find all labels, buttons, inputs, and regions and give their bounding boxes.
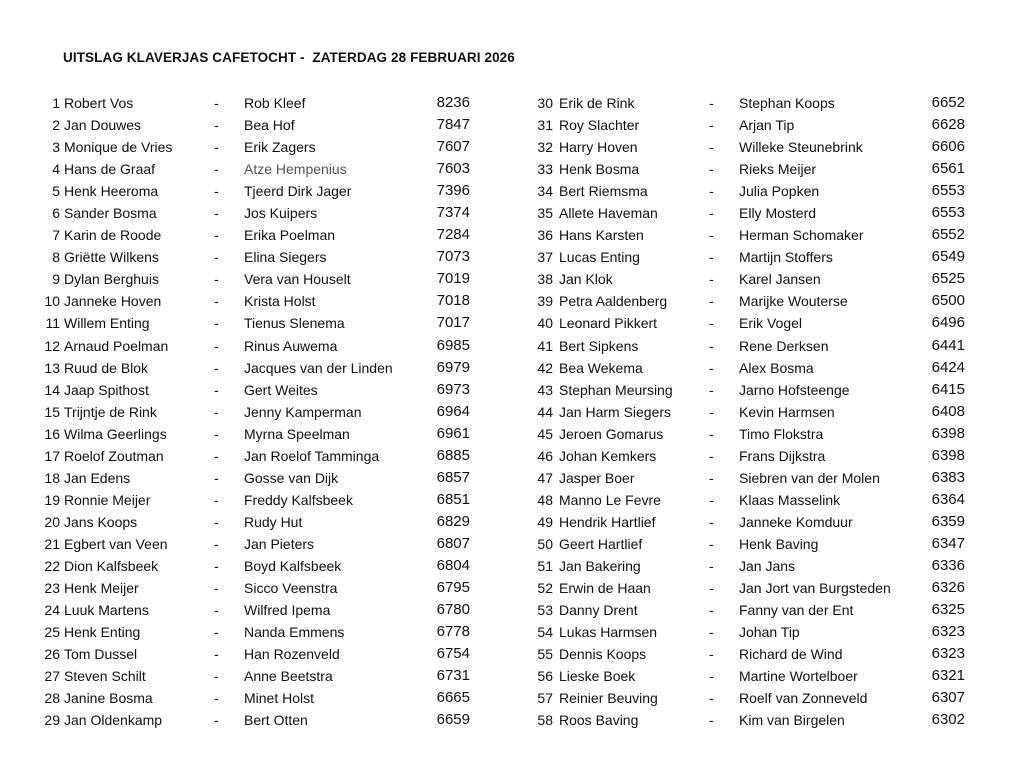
- score-value: 6336: [931, 556, 965, 574]
- pair-separator: -: [214, 646, 219, 663]
- score-value: 7603: [436, 160, 470, 178]
- score-value: 6359: [931, 512, 965, 530]
- score-value: 6302: [931, 711, 965, 729]
- pair-separator: -: [709, 271, 714, 288]
- player-two-name: Jan Roelof Tamminga: [244, 447, 380, 464]
- player-one-name: Harry Hoven: [559, 139, 638, 156]
- player-two-name: Rudy Hut: [244, 513, 303, 530]
- rank-number: 47: [537, 469, 553, 486]
- score-value: 7019: [436, 270, 470, 288]
- player-one-name: Dennis Koops: [559, 646, 647, 663]
- score-value: 6553: [931, 204, 965, 222]
- pair-separator: -: [709, 139, 714, 156]
- rank-number: 54: [537, 624, 553, 641]
- player-two-name: Janneke Komduur: [739, 513, 853, 530]
- pair-separator: -: [709, 117, 714, 134]
- player-two-name: Han Rozenveld: [244, 646, 340, 663]
- pair-separator: -: [214, 117, 219, 134]
- rank-number: 2: [52, 117, 60, 134]
- score-value: 6408: [931, 402, 965, 420]
- score-value: 6325: [931, 601, 965, 619]
- player-two-name: Bert Otten: [244, 712, 308, 729]
- rank-number: 35: [537, 205, 553, 222]
- pair-separator: -: [709, 513, 714, 530]
- player-two-name: Erik Zagers: [244, 139, 316, 156]
- pair-separator: -: [709, 381, 714, 398]
- score-value: 6731: [436, 667, 470, 685]
- player-two-name: Fanny van der Ent: [739, 602, 854, 619]
- player-one-name: Luuk Martens: [64, 602, 149, 619]
- player-one-name: Sander Bosma: [64, 205, 157, 222]
- player-two-name: Jacques van der Linden: [244, 359, 393, 376]
- player-two-name: Henk Baving: [739, 535, 819, 552]
- rank-number: 26: [44, 646, 60, 663]
- score-value: 6885: [436, 446, 470, 464]
- player-two-name: Sicco Veenstra: [244, 580, 338, 597]
- player-two-name: Krista Holst: [244, 293, 316, 310]
- player-one-name: Petra Aaldenberg: [559, 293, 668, 310]
- player-two-name: Julia Popken: [739, 183, 820, 200]
- rank-number: 34: [537, 183, 553, 200]
- player-two-name: Erika Poelman: [244, 227, 336, 244]
- pair-separator: -: [709, 469, 714, 486]
- player-two-name: Rene Derksen: [739, 337, 829, 354]
- pair-separator: -: [709, 602, 714, 619]
- rank-number: 9: [52, 271, 60, 288]
- player-two-name: Anne Beetstra: [244, 668, 333, 685]
- player-two-name: Jarno Hofsteenge: [739, 381, 850, 398]
- player-one-name: Hendrik Hartlief: [559, 513, 656, 530]
- rank-number: 56: [537, 668, 553, 685]
- player-two-name: Stephan Koops: [739, 95, 835, 111]
- rank-number: 53: [537, 602, 553, 619]
- pair-separator: -: [709, 447, 714, 464]
- score-value: 7396: [436, 182, 470, 200]
- player-one-name: Henk Enting: [64, 624, 141, 641]
- player-two-name: Gosse van Dijk: [244, 469, 339, 486]
- player-one-name: Jan Bakering: [559, 557, 641, 574]
- pair-separator: -: [214, 580, 219, 597]
- pair-separator: -: [709, 712, 714, 729]
- rank-number: 30: [537, 95, 553, 111]
- player-two-name: Gert Weites: [244, 381, 318, 398]
- player-two-name: Roelf van Zonneveld: [739, 690, 868, 707]
- score-value: 6441: [931, 336, 965, 354]
- rank-number: 58: [537, 712, 553, 729]
- player-two-name: Erik Vogel: [739, 315, 803, 332]
- player-two-name: Atze Hempenius: [244, 161, 347, 178]
- player-one-name: Arnaud Poelman: [64, 337, 169, 354]
- player-two-name: Alex Bosma: [739, 359, 814, 376]
- player-two-name: Vera van Houselt: [244, 271, 351, 288]
- score-value: 6606: [931, 138, 965, 156]
- player-one-name: Erwin de Haan: [559, 580, 651, 597]
- player-one-name: Roos Baving: [559, 712, 639, 729]
- rank-number: 1: [52, 95, 60, 111]
- player-one-name: Dion Kalfsbeek: [64, 557, 159, 574]
- pair-separator: -: [214, 469, 219, 486]
- rank-number: 57: [537, 690, 553, 707]
- score-value: 6398: [931, 424, 965, 442]
- player-one-name: Henk Bosma: [559, 161, 640, 178]
- rank-number: 43: [537, 381, 553, 398]
- pair-separator: -: [709, 580, 714, 597]
- pair-separator: -: [709, 161, 714, 178]
- rank-number: 46: [537, 447, 553, 464]
- score-value: 6525: [931, 270, 965, 288]
- pair-separator: -: [709, 491, 714, 508]
- pair-separator: -: [709, 690, 714, 707]
- score-value: 6561: [931, 160, 965, 178]
- rank-number: 25: [44, 624, 60, 641]
- pair-separator: -: [214, 624, 219, 641]
- pair-separator: -: [214, 447, 219, 464]
- rank-number: 44: [537, 403, 553, 420]
- pair-separator: -: [709, 337, 714, 354]
- score-value: 6323: [931, 645, 965, 663]
- pair-separator: -: [709, 535, 714, 552]
- player-one-name: Ronnie Meijer: [64, 491, 151, 508]
- pair-separator: -: [709, 249, 714, 266]
- pair-separator: -: [214, 602, 219, 619]
- score-value: 6424: [931, 358, 965, 376]
- pair-separator: -: [214, 491, 219, 508]
- score-value: 6795: [436, 579, 470, 597]
- player-one-name: Monique de Vries: [64, 139, 173, 156]
- score-value: 7284: [436, 226, 470, 244]
- player-one-name: Henk Meijer: [64, 580, 139, 597]
- rank-number: 11: [45, 315, 60, 332]
- player-two-name: Freddy Kalfsbeek: [244, 491, 353, 508]
- player-one-name: Leonard Pikkert: [559, 315, 658, 332]
- player-one-name: Roy Slachter: [559, 117, 640, 134]
- player-one-name: Bert Riemsma: [559, 183, 648, 200]
- rank-number: 27: [44, 668, 60, 685]
- player-two-name: Willeke Steunebrink: [739, 139, 863, 156]
- score-value: 6383: [931, 468, 965, 486]
- player-two-name: Minet Holst: [244, 690, 315, 707]
- player-two-name: Arjan Tip: [739, 117, 795, 134]
- pair-separator: -: [214, 381, 219, 398]
- player-one-name: Jan Klok: [559, 271, 613, 288]
- pair-separator: -: [214, 337, 219, 354]
- pair-separator: -: [709, 668, 714, 685]
- player-two-name: Frans Dijkstra: [739, 447, 826, 464]
- player-two-name: Myrna Speelman: [244, 425, 350, 442]
- player-two-name: Jan Jans: [739, 557, 796, 574]
- score-value: 7017: [436, 314, 470, 332]
- player-one-name: Geert Hartlief: [559, 535, 643, 552]
- rank-number: 38: [537, 271, 553, 288]
- pair-separator: -: [709, 646, 714, 663]
- pair-separator: -: [214, 205, 219, 222]
- player-two-name: Martine Wortelboer: [739, 668, 858, 685]
- player-two-name: Boyd Kalfsbeek: [244, 557, 342, 574]
- player-two-name: Nanda Emmens: [244, 624, 345, 641]
- rank-number: 32: [537, 139, 553, 156]
- score-value: 6979: [436, 358, 470, 376]
- rank-number: 37: [537, 249, 553, 266]
- player-one-name: Jan Edens: [64, 469, 131, 486]
- player-one-name: Jan Oldenkamp: [64, 712, 163, 729]
- player-two-name: Elina Siegers: [244, 249, 327, 266]
- pair-separator: -: [214, 183, 219, 200]
- player-one-name: Lucas Enting: [559, 249, 640, 266]
- player-two-name: Rinus Auwema: [244, 337, 338, 354]
- player-one-name: Trijntje de Rink: [64, 403, 157, 420]
- pair-separator: -: [214, 668, 219, 685]
- player-two-name: Marijke Wouterse: [739, 293, 848, 310]
- player-one-name: Jan Harm Siegers: [559, 403, 672, 420]
- player-two-name: Johan Tip: [739, 624, 800, 641]
- rank-number: 39: [537, 293, 553, 310]
- score-value: 6553: [931, 182, 965, 200]
- rank-number: 55: [537, 646, 553, 663]
- score-value: 6973: [436, 380, 470, 398]
- score-value: 6549: [931, 248, 965, 266]
- score-value: 6500: [931, 292, 965, 310]
- player-one-name: Henk Heeroma: [64, 183, 159, 200]
- player-one-name: Lieske Boek: [559, 668, 636, 685]
- player-two-name: Martijn Stoffers: [739, 249, 833, 266]
- rank-number: 13: [44, 359, 60, 376]
- rank-number: 31: [537, 117, 553, 134]
- player-two-name: Richard de Wind: [739, 646, 843, 663]
- player-one-name: Hans Karsten: [559, 227, 644, 244]
- rank-number: 4: [52, 161, 60, 178]
- pair-separator: -: [214, 161, 219, 178]
- score-value: 6964: [436, 402, 470, 420]
- player-two-name: Klaas Masselink: [739, 491, 841, 508]
- rank-number: 28: [44, 690, 60, 707]
- document-title: UITSLAG KLAVERJAS CAFETOCHT - ZATERDAG 28 FEBRUARI 2026: [63, 50, 515, 65]
- player-one-name: Allete Haveman: [559, 205, 658, 222]
- score-value: 6804: [436, 556, 470, 574]
- player-one-name: Egbert van Veen: [64, 535, 168, 552]
- player-one-name: Janine Bosma: [64, 690, 153, 707]
- rank-number: 41: [537, 337, 553, 354]
- player-two-name: Elly Mosterd: [739, 205, 817, 222]
- pair-separator: -: [709, 557, 714, 574]
- player-one-name: Tom Dussel: [64, 646, 138, 663]
- rank-number: 51: [537, 557, 553, 574]
- player-one-name: Danny Drent: [559, 602, 638, 619]
- rank-number: 45: [537, 425, 553, 442]
- pair-separator: -: [709, 315, 714, 332]
- pair-separator: -: [709, 425, 714, 442]
- pair-separator: -: [214, 227, 219, 244]
- player-two-name: Jan Jort van Burgsteden: [739, 580, 891, 597]
- player-one-name: Bert Sipkens: [559, 337, 639, 354]
- player-one-name: Ruud de Blok: [64, 359, 149, 376]
- score-value: 7607: [436, 138, 470, 156]
- player-one-name: Jasper Boer: [559, 469, 635, 486]
- score-value: 6323: [931, 623, 965, 641]
- pair-separator: -: [214, 403, 219, 420]
- player-two-name: Timo Flokstra: [739, 425, 824, 442]
- rank-number: 52: [537, 580, 553, 597]
- rank-number: 5: [52, 183, 60, 200]
- pair-separator: -: [709, 227, 714, 244]
- player-two-name: Wilfred Ipema: [244, 602, 331, 619]
- score-value: 6778: [436, 623, 470, 641]
- pair-separator: -: [709, 293, 714, 310]
- rank-number: 42: [537, 359, 553, 376]
- pair-separator: -: [214, 139, 219, 156]
- score-value: 6780: [436, 601, 470, 619]
- pair-separator: -: [214, 425, 219, 442]
- rank-number: 23: [44, 580, 60, 597]
- player-two-name: Rob Kleef: [244, 95, 306, 111]
- score-value: 6961: [436, 424, 470, 442]
- score-value: 7018: [436, 292, 470, 310]
- score-value: 6321: [931, 667, 965, 685]
- score-value: 8236: [436, 94, 470, 111]
- player-two-name: Jan Pieters: [244, 535, 315, 552]
- player-one-name: Wilma Geerlings: [64, 425, 167, 442]
- player-two-name: Tienus Slenema: [244, 315, 345, 332]
- rank-number: 16: [44, 425, 60, 442]
- rank-number: 29: [44, 712, 60, 729]
- player-two-name: Karel Jansen: [739, 271, 821, 288]
- rank-number: 49: [537, 513, 553, 530]
- pair-separator: -: [214, 535, 219, 552]
- player-two-name: Kevin Harmsen: [739, 403, 835, 420]
- pair-separator: -: [709, 403, 714, 420]
- rank-number: 7: [52, 227, 60, 244]
- pair-separator: -: [214, 690, 219, 707]
- pair-separator: -: [709, 359, 714, 376]
- player-one-name: Stephan Meursing: [559, 381, 673, 398]
- rank-number: 50: [537, 535, 553, 552]
- pair-separator: -: [709, 205, 714, 222]
- score-value: 6628: [931, 116, 965, 134]
- rank-number: 6: [52, 205, 60, 222]
- pair-separator: -: [214, 315, 219, 332]
- score-value: 6829: [436, 512, 470, 530]
- score-value: 7847: [436, 116, 470, 134]
- rank-number: 8: [52, 249, 60, 266]
- pair-separator: -: [709, 624, 714, 641]
- score-value: 6985: [436, 336, 470, 354]
- pair-separator: -: [214, 712, 219, 729]
- score-value: 6364: [931, 490, 965, 508]
- player-two-name: Jos Kuipers: [244, 205, 318, 222]
- player-one-name: Jaap Spithost: [64, 381, 149, 398]
- player-one-name: Griëtte Wilkens: [64, 249, 159, 266]
- rank-number: 17: [44, 447, 60, 464]
- rank-number: 19: [44, 491, 60, 508]
- score-value: 6659: [436, 711, 470, 729]
- score-value: 6665: [436, 689, 470, 707]
- score-value: 6398: [931, 446, 965, 464]
- score-value: 6754: [436, 645, 470, 663]
- score-value: 6347: [931, 534, 965, 552]
- score-value: 6307: [931, 689, 965, 707]
- player-one-name: Jan Douwes: [64, 117, 142, 134]
- player-one-name: Bea Wekema: [559, 359, 643, 376]
- score-value: 6857: [436, 468, 470, 486]
- rank-number: 18: [44, 469, 60, 486]
- pair-separator: -: [214, 557, 219, 574]
- player-two-name: Jenny Kamperman: [244, 403, 362, 420]
- player-one-name: Willem Enting: [64, 315, 150, 332]
- player-two-name: Herman Schomaker: [739, 227, 864, 244]
- player-one-name: Steven Schilt: [64, 668, 146, 685]
- player-one-name: Manno Le Fevre: [559, 491, 661, 508]
- player-one-name: Johan Kemkers: [559, 447, 657, 464]
- score-value: 6807: [436, 534, 470, 552]
- score-value: 6496: [931, 314, 965, 332]
- player-one-name: Jans Koops: [64, 513, 138, 530]
- pair-separator: -: [214, 271, 219, 288]
- player-one-name: Karin de Roode: [64, 227, 162, 244]
- player-one-name: Janneke Hoven: [64, 293, 162, 310]
- player-one-name: Lukas Harmsen: [559, 624, 658, 641]
- score-value: 7374: [436, 204, 470, 222]
- rank-number: 21: [44, 535, 60, 552]
- rank-number: 33: [537, 161, 553, 178]
- pair-separator: -: [214, 513, 219, 530]
- player-one-name: Reinier Beuving: [559, 690, 658, 707]
- rank-number: 36: [537, 227, 553, 244]
- rank-number: 40: [537, 315, 553, 332]
- rank-number: 22: [44, 557, 60, 574]
- player-one-name: Robert Vos: [64, 95, 134, 111]
- score-value: 6652: [931, 94, 965, 111]
- player-one-name: Erik de Rink: [559, 95, 635, 111]
- rank-number: 3: [52, 139, 60, 156]
- player-two-name: Rieks Meijer: [739, 161, 817, 178]
- pair-separator: -: [709, 95, 714, 111]
- score-value: 6415: [931, 380, 965, 398]
- score-value: 7073: [436, 248, 470, 266]
- pair-separator: -: [214, 293, 219, 310]
- rank-number: 48: [537, 491, 553, 508]
- pair-separator: -: [709, 183, 714, 200]
- score-value: 6326: [931, 579, 965, 597]
- rank-number: 20: [44, 513, 60, 530]
- score-value: 6552: [931, 226, 965, 244]
- pair-separator: -: [214, 359, 219, 376]
- player-one-name: Roelof Zoutman: [64, 447, 164, 464]
- player-one-name: Dylan Berghuis: [64, 271, 159, 288]
- rank-number: 10: [44, 293, 60, 310]
- player-two-name: Kim van Birgelen: [739, 712, 845, 729]
- player-one-name: Hans de Graaf: [64, 161, 156, 178]
- pair-separator: -: [214, 249, 219, 266]
- rank-number: 24: [44, 602, 60, 619]
- player-two-name: Bea Hof: [244, 117, 295, 134]
- player-one-name: Jeroen Gomarus: [559, 425, 664, 442]
- player-two-name: Siebren van der Molen: [739, 469, 880, 486]
- rank-number: 15: [44, 403, 60, 420]
- player-two-name: Tjeerd Dirk Jager: [244, 183, 352, 200]
- pair-separator: -: [214, 95, 219, 111]
- rank-number: 12: [44, 337, 60, 354]
- rank-number: 14: [44, 381, 60, 398]
- score-value: 6851: [436, 490, 470, 508]
